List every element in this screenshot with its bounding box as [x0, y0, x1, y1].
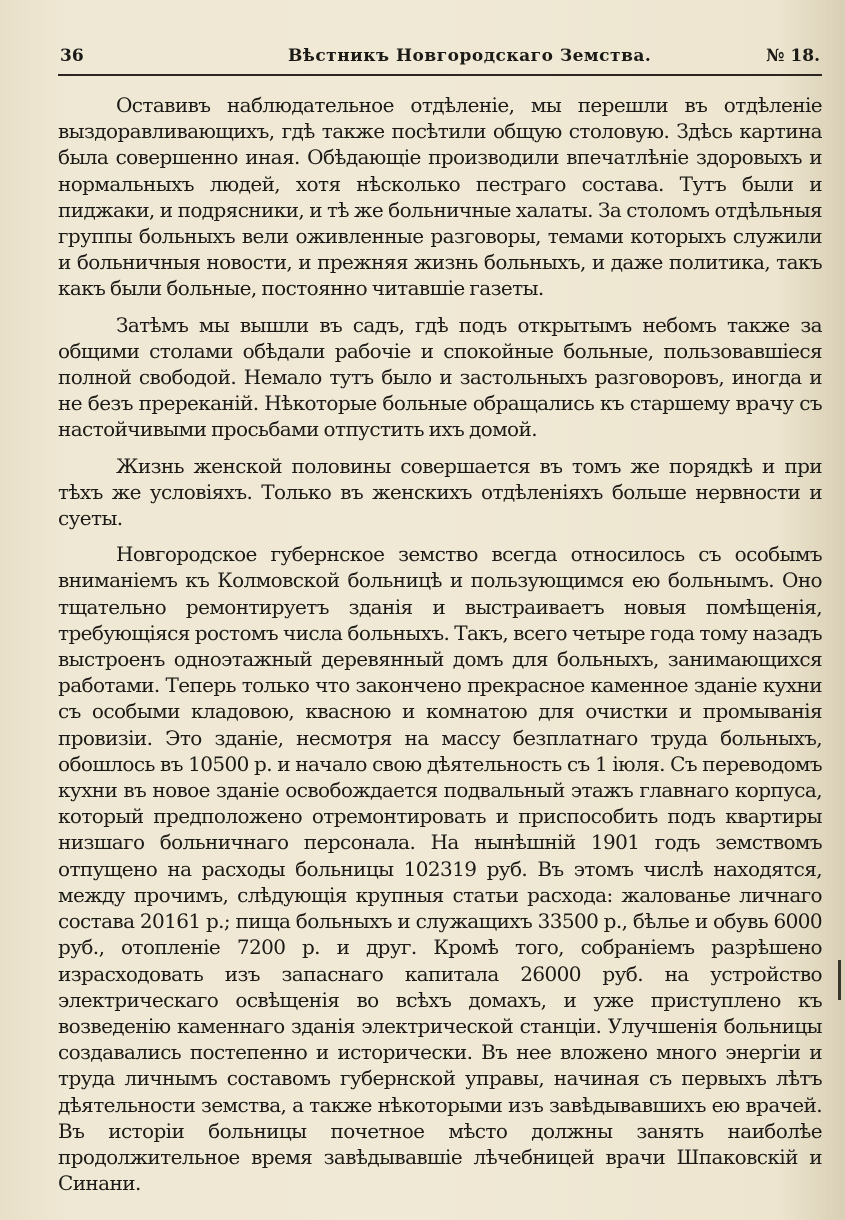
- journal-title: Вѣстникъ Новгородскаго Земства.: [288, 46, 652, 66]
- paragraph: Жизнь женской половины совершается въ томъ же порядкѣ и при тѣхъ же условіяхъ. Только въ женскихъ отдѣленіяхъ больше нервности и суеты.: [58, 453, 822, 531]
- issue-number: № 18.: [766, 46, 820, 66]
- running-header: [60, 46, 820, 76]
- article-body: [58, 92, 822, 1206]
- paragraph: Новгородское губернское земство всегда относилось съ особымъ вниманіемъ къ Колмовской больницѣ и пользующимся ею больнымъ. Оно тщательно ремонтируетъ зданія и выстраиваетъ новыя помѣщенія, требующіяся ростомъ числа больныхъ. Такъ, всего четыре года тому назадъ выстроенъ одноэтажный деревянный домъ для больныхъ, занимающихся работами. Теперь только что закончено прекрасное каменное зданіе кухни съ особыми кладовою, квасною и комнатою для очистки и промыванія провизіи. Это зданіе, несмотря на массу безплатнаго труда больныхъ, обошлось въ 10500 р. и начало свою дѣятельность съ 1 іюля. Съ переводомъ кухни въ новое зданіе освобождается подвальный этажъ главнаго корпуса, который предположено отремонтировать и приспособить подъ квартиры низшаго больничнаго персонала. На нынѣшній 1901 годъ земствомъ отпущено на расходы больницы 102319 руб. Въ этомъ числѣ находятся, между прочимъ, слѣдующія крупныя статьи расхода: жалованье личнаго состава 20161 р.; пища больныхъ и служащихъ 33500 р., бѣлье и обувь 6000 руб., отопленіе 7200 р. и друг. Кромѣ того, собраніемъ разрѣшено израсходовать изъ запаснаго капитала 26000 руб. на устройство электрическаго освѣщенія во всѣхъ домахъ, и уже приступлено къ возведенію каменнаго зданія электрической станціи. Улучшенія больницы создавались постепенно и исторически. Въ нее вложено много энергіи и труда личнымъ составомъ губернской управы, начиная съ первыхъ лѣтъ дѣятельности земства, а также нѣкоторыми изъ завѣдывавшихъ ею врачей. Въ исторіи больницы почетное мѣсто должны занять наиболѣе продолжительное время завѣдывавшіе лѣчебницей врачи Шпаковскій и Синани.: [58, 542, 822, 1196]
- header-rule: [58, 74, 822, 76]
- page-edge-mark: [838, 960, 841, 1000]
- page-number: 36: [60, 46, 84, 66]
- paragraph: Затѣмъ мы вышли въ садъ, гдѣ подъ открытымъ небомъ также за общими столами обѣдали рабочіе и спокойные больные, пользовавшіеся полной свободой. Немало тутъ было и застольныхъ разговоровъ, иногда и не безъ пререканій. Нѣкоторые больные обращались къ старшему врачу съ настойчивыми просьбами отпустить ихъ домой.: [58, 312, 822, 442]
- paragraph: Оставивъ наблюдательное отдѣленіе, мы перешли въ отдѣленіе выздоравливающихъ, гдѣ также посѣтили общую столовую. Здѣсь картина была совершенно иная. Обѣдающіе производили впечатлѣніе здоровыхъ и нормальныхъ людей, хотя нѣсколько пестраго состава. Тутъ были и пиджаки, и подрясники, и тѣ же больничные халаты. За столомъ отдѣльныя группы больныхъ вели оживленные разговоры, темами которыхъ служили и больничныя новости, и прежняя жизнь больныхъ, и даже политика, такъ какъ были больные, постоянно читавшіе газеты.: [58, 93, 822, 301]
